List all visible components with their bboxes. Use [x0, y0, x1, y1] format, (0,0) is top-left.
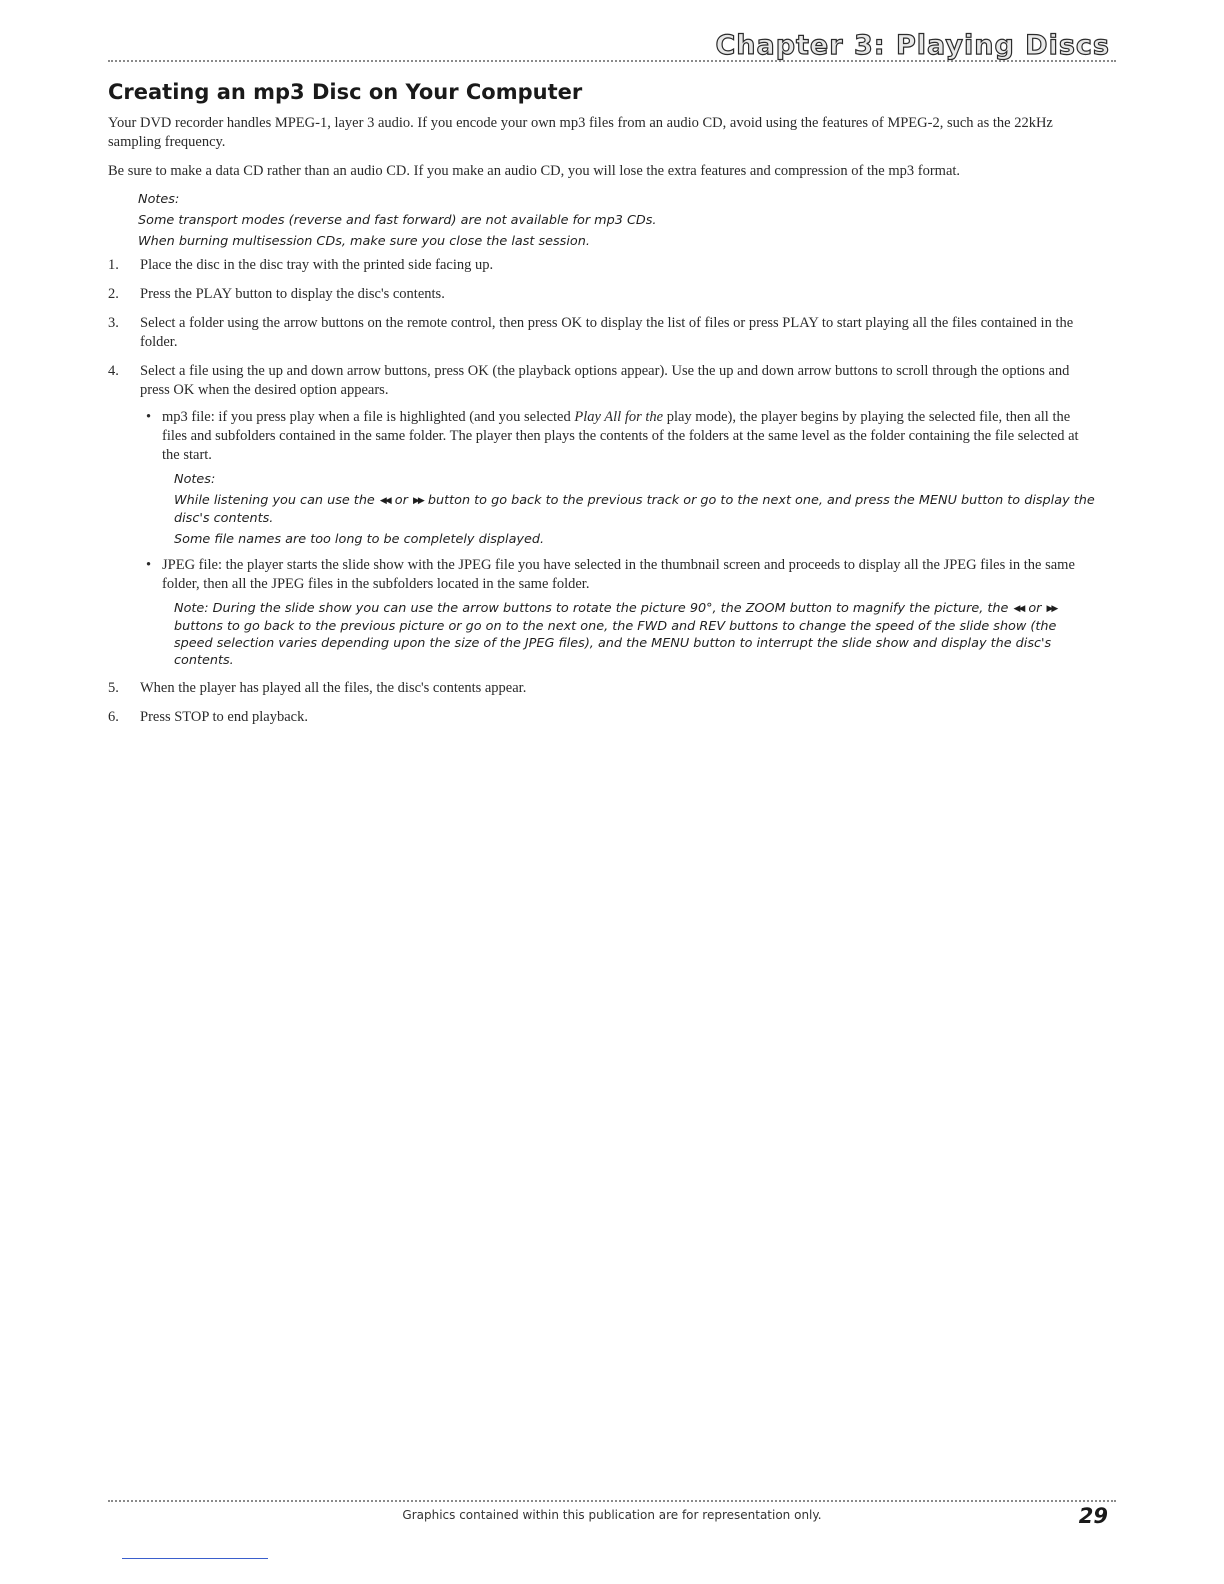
notes-label: Notes: — [138, 192, 180, 207]
step-text: Select a folder using the arrow buttons on the remote control, then press OK to display the list of files or press PLAY to start playing all the files contained in the folder. — [140, 315, 1074, 350]
note-item: When burning multisession CDs, make sure you close the last session. — [138, 234, 590, 249]
step-item — [108, 708, 1098, 727]
intro-paragraph: Your DVD recorder handles MPEG-1, layer 3 audio. If you encode your own mp3 files from an audio CD, avoid using the features of MPEG-2, such as the 22kHz sampling frequency. — [108, 115, 1053, 150]
step-number: 4. — [108, 363, 119, 379]
intro-paragraph: Be sure to make a data CD rather than an audio CD. If you make an audio CD, you will lose the extra features and compression of the mp3 format. — [108, 163, 961, 179]
jpeg-note-start: Note: During the slide show you can use the arrow buttons to rotate the picture 90°, the ZOOM button to magnify the picture, the — [174, 601, 1013, 616]
note-item: Some transport modes (reverse and fast forward) are not available for mp3 CDs. — [138, 213, 657, 228]
footer-disclaimer: Graphics contained within this publication are for representation only. — [402, 1508, 822, 1522]
step-number: 6. — [108, 709, 119, 725]
accent-line — [122, 1558, 268, 1559]
main-content — [108, 114, 1098, 737]
step-item — [108, 256, 1098, 275]
mp3-note-2: Some file names are too long to be completely displayed. — [174, 532, 545, 547]
header-rule — [108, 60, 1116, 62]
step-text: Press the PLAY button to display the disc's contents. — [140, 286, 445, 302]
file-type-bullets — [140, 408, 1098, 669]
step-text: When the player has played all the files, the disc's contents appear. — [140, 680, 527, 696]
mp3-note-1-start: While listening you can use the — [174, 493, 379, 508]
bullet-dot: • — [146, 557, 152, 573]
step-number: 2. — [108, 286, 119, 302]
step-text: Place the disc in the disc tray with the printed side facing up. — [140, 257, 494, 273]
step-text: Press STOP to end playback. — [140, 709, 308, 725]
steps-list — [108, 256, 1098, 727]
mp3-note-1 — [174, 492, 1098, 527]
step-text: Select a file using the up and down arrow buttons, press OK (the playback options appear). Use the up and down arrow buttons to scroll through the options and press OK when the desired option appears. — [140, 363, 1070, 398]
step-number: 3. — [108, 315, 119, 331]
step-number: 5. — [108, 680, 119, 696]
section-title: Creating an mp3 Disc on Your Computer — [108, 80, 583, 104]
bullet-mp3-text-end: play mode), the player begins by playing the selected file, then all the files and subfolders contained in the same folder. The player then plays the contents of the folders at the same level as the folder containing the file selected at the start. — [162, 409, 1079, 463]
step-number: 1. — [108, 257, 119, 273]
bullet-dot: • — [146, 409, 152, 425]
jpeg-note-or: or — [1024, 601, 1046, 616]
skip-previous-icon: ◀◀ — [379, 496, 390, 506]
bullet-jpeg — [140, 556, 1098, 669]
jpeg-note — [174, 600, 1098, 669]
step-item — [108, 362, 1098, 669]
notes-block — [138, 191, 1098, 250]
footer-rule — [108, 1500, 1116, 1502]
bullet-mp3 — [140, 408, 1098, 548]
mp3-note-1-or: or — [390, 493, 412, 508]
step-item — [108, 679, 1098, 698]
bullet-jpeg-text: JPEG file: the player starts the slide show with the JPEG file you have selected in the thumbnail screen and proceeds to display all the JPEG files in the same folder, then all the JPEG files in the subfolders located in the same folder. — [162, 557, 1075, 592]
step-item — [108, 314, 1098, 352]
skip-next-icon: ▶▶ — [1046, 604, 1057, 614]
step-item — [108, 285, 1098, 304]
skip-previous-icon: ◀◀ — [1013, 604, 1024, 614]
mp3-note-1-end: button to go back to the previous track or go to the next one, and press the MENU button to display the disc's contents. — [174, 493, 1095, 526]
mp3-notes-label: Notes: — [174, 472, 216, 487]
mp3-notes — [174, 471, 1098, 548]
bullet-mp3-text-start: mp3 file: if you press play when a file is highlighted (and you selected — [162, 409, 575, 425]
chapter-header: Chapter 3: Playing Discs — [715, 30, 1110, 61]
play-mode-name: Play All for the — [574, 409, 664, 425]
page-number: 29 — [1078, 1504, 1108, 1528]
skip-next-icon: ▶▶ — [412, 496, 423, 506]
jpeg-note-end: buttons to go back to the previous picture or go on to the next one, the FWD and REV buttons to change the speed of the slide show (the speed selection varies depending upon the size of the JPEG files), and the MENU button to interrupt the slide show and display the disc's contents. — [174, 619, 1057, 668]
